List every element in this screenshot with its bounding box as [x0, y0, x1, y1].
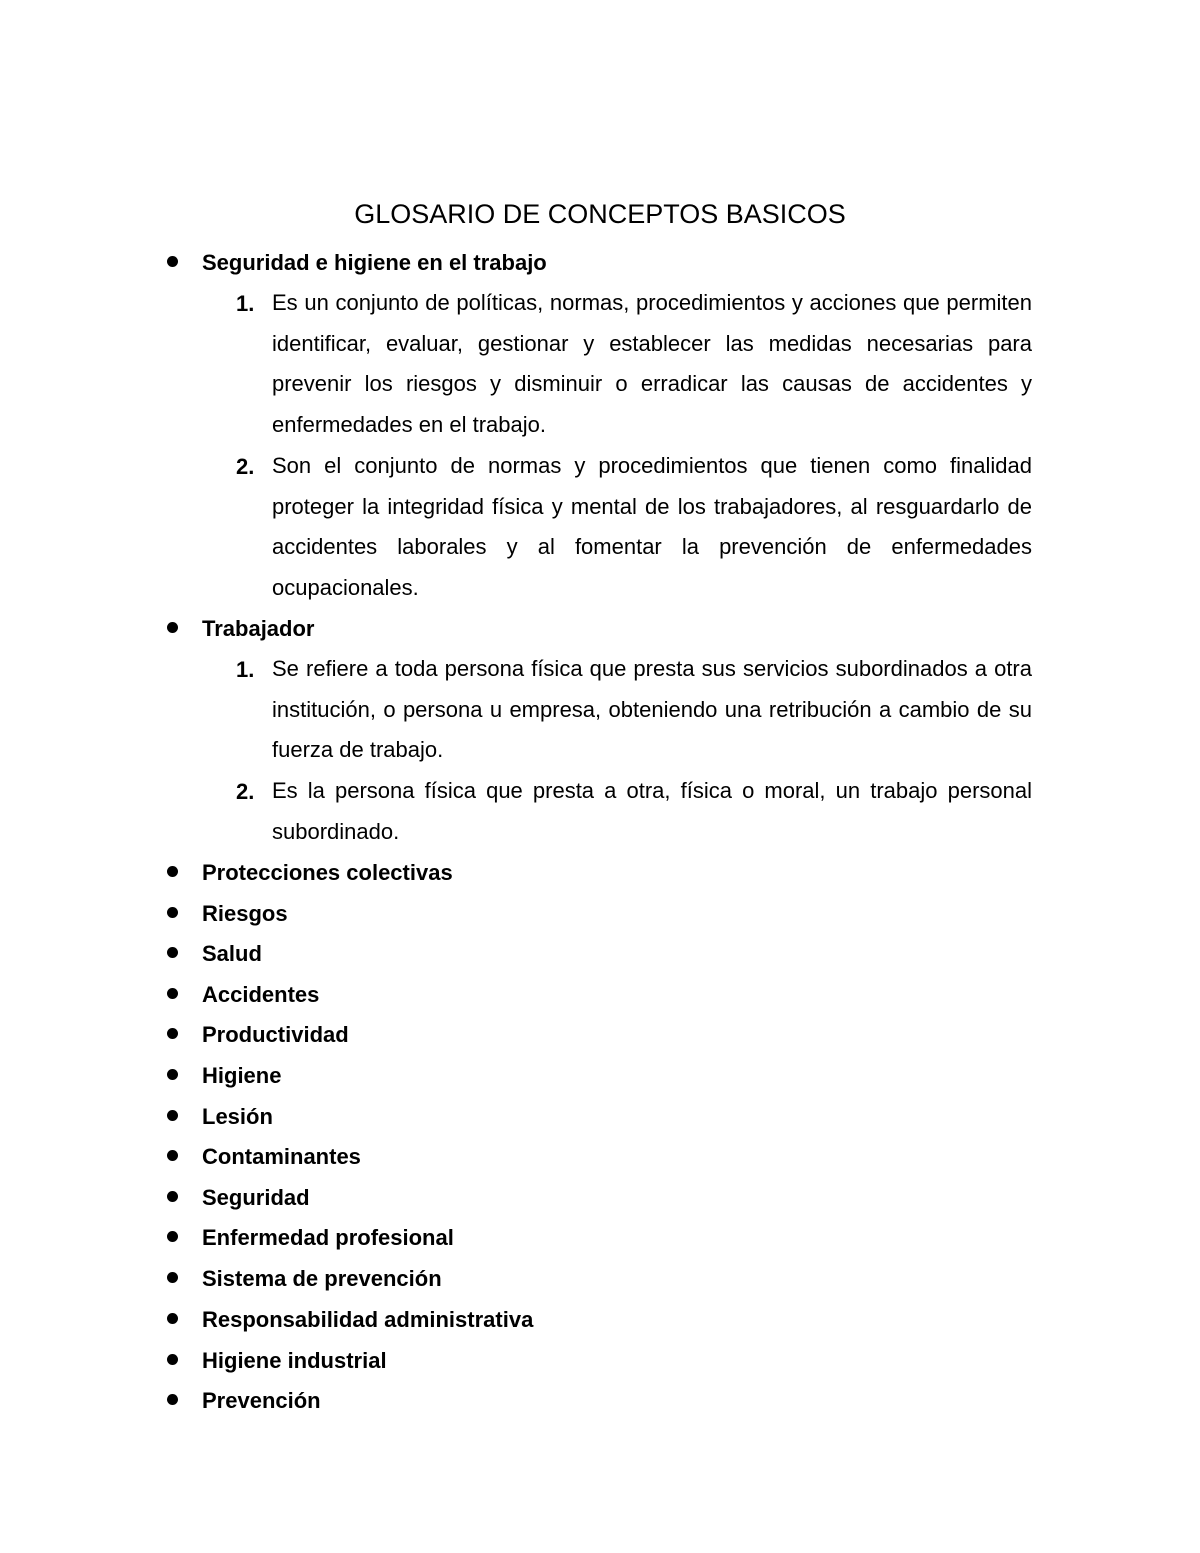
term-label: Contaminantes [202, 1144, 361, 1169]
term-label: Seguridad e higiene en el trabajo [202, 250, 547, 275]
term-label: Responsabilidad administrativa [202, 1307, 534, 1332]
definition-text: Son el conjunto de normas y procedimientos que tienen como finalidad proteger la integridad física y mental de los trabajadores, al resguardarlo de accidentes laborales y al fomentar la prevención de enfermedades ocupacionales. [272, 453, 1032, 601]
bullet-icon [167, 866, 178, 877]
document-title: GLOSARIO DE CONCEPTOS BASICOS [354, 199, 846, 229]
bullet-icon [167, 1191, 178, 1202]
bullet-icon [167, 947, 178, 958]
term-label: Protecciones colectivas [202, 860, 453, 885]
term-label: Trabajador [202, 616, 315, 641]
glossary-term [0, 1299, 1200, 1340]
glossary-term [0, 1055, 1200, 1096]
definition-number: 2. [236, 779, 255, 804]
bullet-icon [167, 1028, 178, 1039]
bullet-icon [167, 256, 178, 267]
bullet-icon [167, 1150, 178, 1161]
glossary-term [0, 893, 1200, 934]
glossary-term [0, 1258, 1200, 1299]
term-label: Lesión [202, 1104, 273, 1129]
glossary-term [0, 933, 1200, 974]
glossary-term [0, 1217, 1200, 1258]
term-label: Higiene industrial [202, 1348, 387, 1373]
definition-number: 1. [236, 657, 255, 682]
glossary-term [0, 1136, 1200, 1177]
glossary-term [0, 1096, 1200, 1137]
bullet-icon [167, 1231, 178, 1242]
bullet-icon [167, 907, 178, 918]
glossary-term [0, 1340, 1200, 1381]
glossary-term [0, 608, 1200, 649]
term-label: Prevención [202, 1388, 321, 1413]
definition-number: 2. [236, 454, 255, 479]
definition-text: Se refiere a toda persona física que presta sus servicios subordinados a otra institución, o persona u empresa, obteniendo una retribución a cambio de su fuerza de trabajo. [272, 656, 1032, 763]
term-label: Accidentes [202, 982, 320, 1007]
bullet-icon [167, 988, 178, 999]
glossary-term [0, 1177, 1200, 1218]
bullet-icon [167, 1272, 178, 1283]
definition-text: Es un conjunto de políticas, normas, procedimientos y acciones que permiten identificar, evaluar, gestionar y establecer las medidas necesarias para prevenir los riesgos y disminuir o erradicar las causas de accidentes y enfermedades en el trabajo. [272, 290, 1032, 438]
term-label: Productividad [202, 1022, 349, 1047]
glossary-term [0, 1380, 1200, 1421]
definition-number: 1. [236, 291, 255, 316]
term-label: Higiene [202, 1063, 282, 1088]
glossary-term [0, 852, 1200, 893]
term-label: Riesgos [202, 901, 288, 926]
bullet-icon [167, 622, 178, 633]
term-label: Sistema de prevención [202, 1266, 442, 1291]
glossary-term [0, 974, 1200, 1015]
term-label: Seguridad [202, 1185, 310, 1210]
bullet-icon [167, 1110, 178, 1121]
bullet-icon [167, 1354, 178, 1365]
definition-text: Es la persona física que presta a otra, física o moral, un trabajo personal subordinado. [272, 778, 1032, 844]
term-label: Enfermedad profesional [202, 1225, 454, 1250]
bullet-icon [167, 1313, 178, 1324]
glossary-term [0, 1014, 1200, 1055]
term-label: Salud [202, 941, 262, 966]
bullet-icon [167, 1069, 178, 1080]
bullet-icon [167, 1394, 178, 1405]
glossary-term [0, 242, 1200, 283]
